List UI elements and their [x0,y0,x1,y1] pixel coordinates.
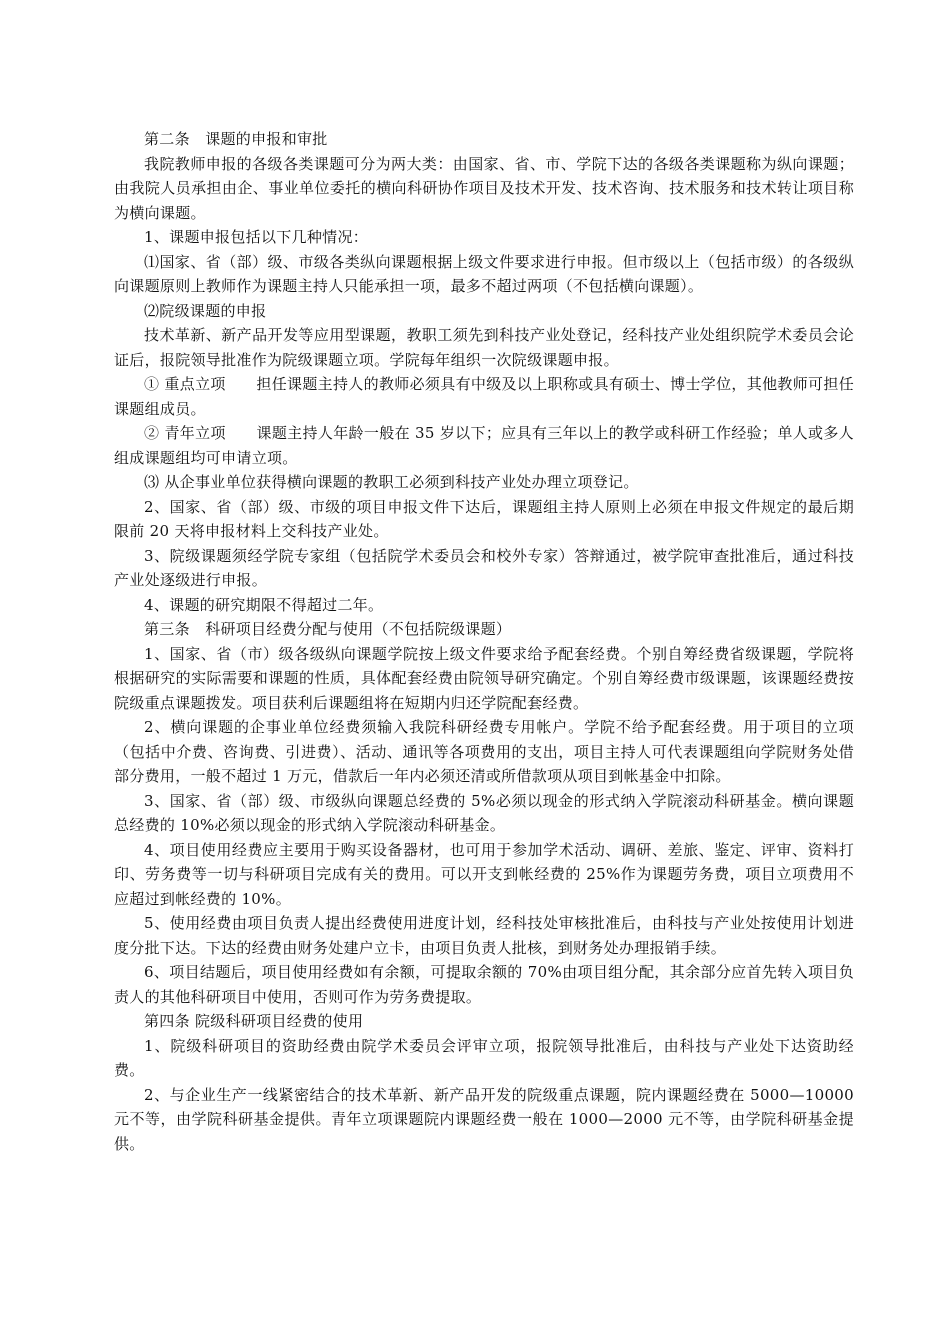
section-heading-article-3: 第三条 科研项目经费分配与使用（不包括院级课题） [144,620,512,638]
paragraph: 4、项目使用经费应主要用于购买设备器材，也可用于参加学术活动、调研、差旅、鉴定、评审、资料打印、劳务费等一切与科研项目完成有关的费用。可以开支到帐经费的 25%作为课题劳务费，项目立项费用不应超过到帐经费的 10%。 [114,840,854,908]
paragraph: 1、院级科研项目的资助经费由院学术委员会评审立项，报院领导批准后，由科技与产业处下达资助经费。 [114,1036,854,1079]
document-body [114,127,854,1156]
paragraph: ⑴国家、省（部）级、市级各类纵向课题根据上级文件要求进行申报。但市级以上（包括市级）的各级纵向课题原则上教师作为课题主持人只能承担一项，最多不超过两项（不包括横向课题）。 [114,252,854,295]
section-heading-article-4: 第四条 院级科研项目经费的使用 [144,1012,364,1030]
paragraph: 3、国家、省（部）级、市级纵向课题总经费的 5%必须以现金的形式纳入学院滚动科研基金。横向课题总经费的 10%必须以现金的形式纳入学院滚动科研基金。 [114,791,854,834]
paragraph: 2、横向课题的企事业单位经费须输入我院科研经费专用帐户。学院不给予配套经费。用于项目的立项（包括中介费、咨询费、引进费）、活动、通讯等各项费用的支出，项目主持人可代表课题组向学院财务处借部分费用，一般不超过 1 万元，借款后一年内必须还清或所借款项从项目到帐基金中扣除。 [114,718,854,785]
paragraph: 6、项目结题后，项目使用经费如有余额，可提取余额的 70%由项目组分配，其余部分应首先转入项目负责人的其他科研项目中使用，否则可作为劳务费提取。 [114,963,854,1006]
paragraph: 技术革新、新产品开发等应用型课题，教职工须先到科技产业处登记，经科技产业处组织院学术委员会论证后，报院领导批准作为院级课题立项。学院每年组织一次院级课题申报。 [114,326,854,369]
section-heading-article-2: 第二条 课题的申报和审批 [144,130,328,148]
paragraph: ② 青年立项 课题主持人年龄一般在 35 岁以下；应具有三年以上的教学或科研工作经验；单人或多人组成课题组均可申请立项。 [114,424,854,467]
paragraph: ⑵院级课题的申报 [144,301,267,320]
paragraph: 2、国家、省（部）级、市级的项目申报文件下达后，课题组主持人原则上必须在申报文件规定的最后期限前 20 天将申报材料上交科技产业处。 [114,497,854,540]
paragraph: ⑶ 从企事业单位获得横向课题的教职工必须到科技产业处办理立项登记。 [144,473,639,491]
paragraph: 2、与企业生产一线紧密结合的技术革新、新产品开发的院级重点课题，院内课题经费在 5000—10000 元不等，由学院科研基金提供。青年立项课题院内课题经费一般在 1000—2000 元不等，由学院科研基金提供。 [114,1085,854,1153]
paragraph: 1、国家、省（市）级各级纵向课题学院按上级文件要求给予配套经费。个别自筹经费省级课题，学院将根据研究的实际需要和课题的性质，具体配套经费由院领导研究确定。个别自筹经费市级课题，该课题经费按院级重点课题拨发。项目获利后课题组将在短期内归还学院配套经费。 [114,644,854,712]
paragraph: 1、课题申报包括以下几种情况： [144,228,369,246]
paragraph: 5、使用经费由项目负责人提出经费使用进度计划，经科技处审核批准后，由科技与产业处按使用计划进度分批下达。下达的经费由财务处建户立卡，由项目负责人批核，到财务处办理报销手续。 [114,914,854,957]
paragraph: 我院教师申报的各级各类课题可分为两大类：由国家、省、市、学院下达的各级各类课题称为纵向课题；由我院人员承担由企、事业单位委托的横向科研协作项目及技术开发、技术咨询、技术服务和技术转让项目称为横向课题。 [114,154,854,222]
paragraph: ① 重点立项 担任课题主持人的教师必须具有中级及以上职称或具有硕士、博士学位，其他教师可担任课题组成员。 [114,375,854,418]
paragraph: 3、院级课题须经学院专家组（包括院学术委员会和校外专家）答辩通过，被学院审查批准后，通过科技产业处逐级进行申报。 [114,546,854,589]
paragraph: 4、课题的研究期限不得超过二年。 [144,595,384,614]
